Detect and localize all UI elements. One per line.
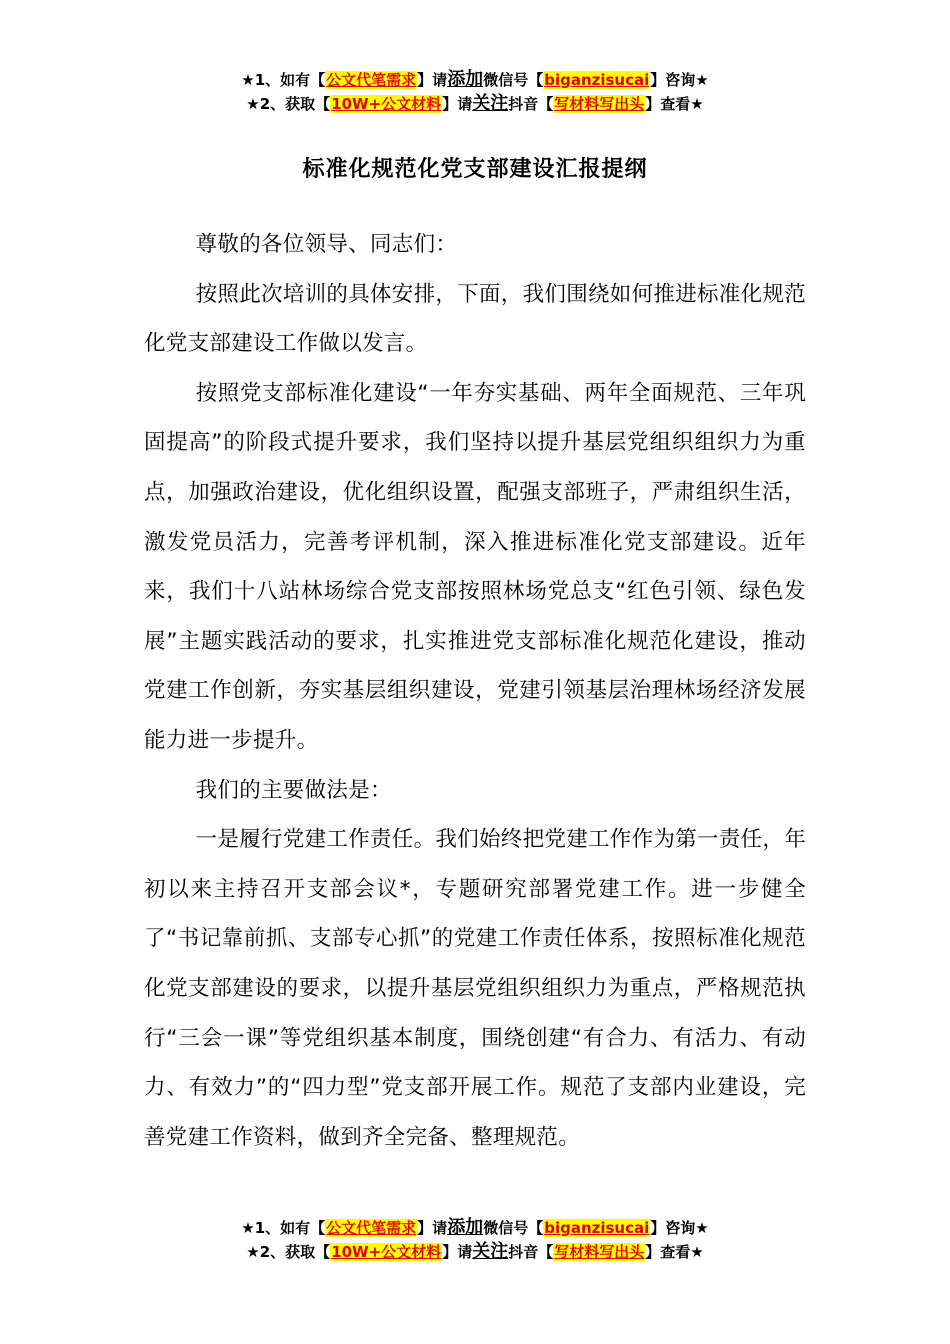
banner-highlight: 10W+公文材料	[331, 1243, 442, 1261]
banner-wechat-id: biganzisucai	[544, 1219, 650, 1237]
bottom-banner	[0, 1216, 950, 1264]
paragraph-salutation: 尊敬的各位领导、同志们：	[195, 232, 458, 257]
top-banner	[0, 68, 950, 116]
banner-emphasis: 关注	[472, 93, 509, 114]
banner-line-1: ★1、如有【公文代笔需求】请添加微信号【biganzisucai】咨询★	[241, 1217, 709, 1238]
banner-emphasis: 添加	[447, 1217, 484, 1238]
banner-line-2: ★2、获取【10W+公文材料】请关注抖音【写材料写出头】查看★	[246, 1241, 704, 1262]
paragraph-methods-heading: 我们的主要做法是：	[195, 777, 392, 803]
banner-emphasis: 关注	[472, 1241, 509, 1262]
document-body	[144, 220, 806, 1162]
banner-douyin-id: 写材料写出头	[554, 95, 645, 113]
banner-douyin-id: 写材料写出头	[554, 1243, 645, 1261]
banner-highlight: 公文代笔需求	[326, 1219, 417, 1237]
banner-highlight: 公文代笔需求	[326, 71, 417, 89]
paragraph-method-1: 一是履行党建工作责任。我们始终把党建工作作为第一责任，年初以来主持召开支部会议*，专题研究部署党建工作。进一步健全了“书记靠前抓、支部专心抓”的党建工作责任体系，按照标准化规范化党支部建设的要求，以提升基层党组织组织力为重点，严格规范执行“三会一课”等党组织基本制度，围绕创建“有合力、有活力、有动力、有效力”的“四力型”党支部开展工作。规范了支部内业建设，完善党建工作资料，做到齐全完备、整理规范。	[144, 827, 806, 1150]
paragraph-overview: 按照党支部标准化建设“一年夯实基础、两年全面规范、三年巩固提高”的阶段式提升要求，我们坚持以提升基层党组织组织力为重点，加强政治建设，优化组织设置，配强支部班子，严肃组织生活，激发党员活力，完善考评机制，深入推进标准化党支部建设。近年来，我们十八站林场综合党支部按照林场党总支“红色引领、绿色发展”主题实践活动的要求，扎实推进党支部标准化规范化建设，推动党建工作创新，夯实基层组织建设，党建引领基层治理林场经济发展能力进一步提升。	[144, 380, 806, 753]
banner-line-2: ★2、获取【10W+公文材料】请关注抖音【写材料写出头】查看★	[246, 93, 704, 114]
document-title: 标准化规范化党支部建设汇报提纲	[302, 157, 648, 182]
banner-line-1: ★1、如有【公文代笔需求】请添加微信号【biganzisucai】咨询★	[241, 69, 709, 90]
banner-emphasis: 添加	[447, 69, 484, 90]
banner-highlight: 10W+公文材料	[331, 95, 442, 113]
paragraph-intro: 按照此次培训的具体安排，下面，我们围绕如何推进标准化规范化党支部建设工作做以发言。	[144, 281, 806, 357]
banner-wechat-id: biganzisucai	[544, 71, 650, 89]
